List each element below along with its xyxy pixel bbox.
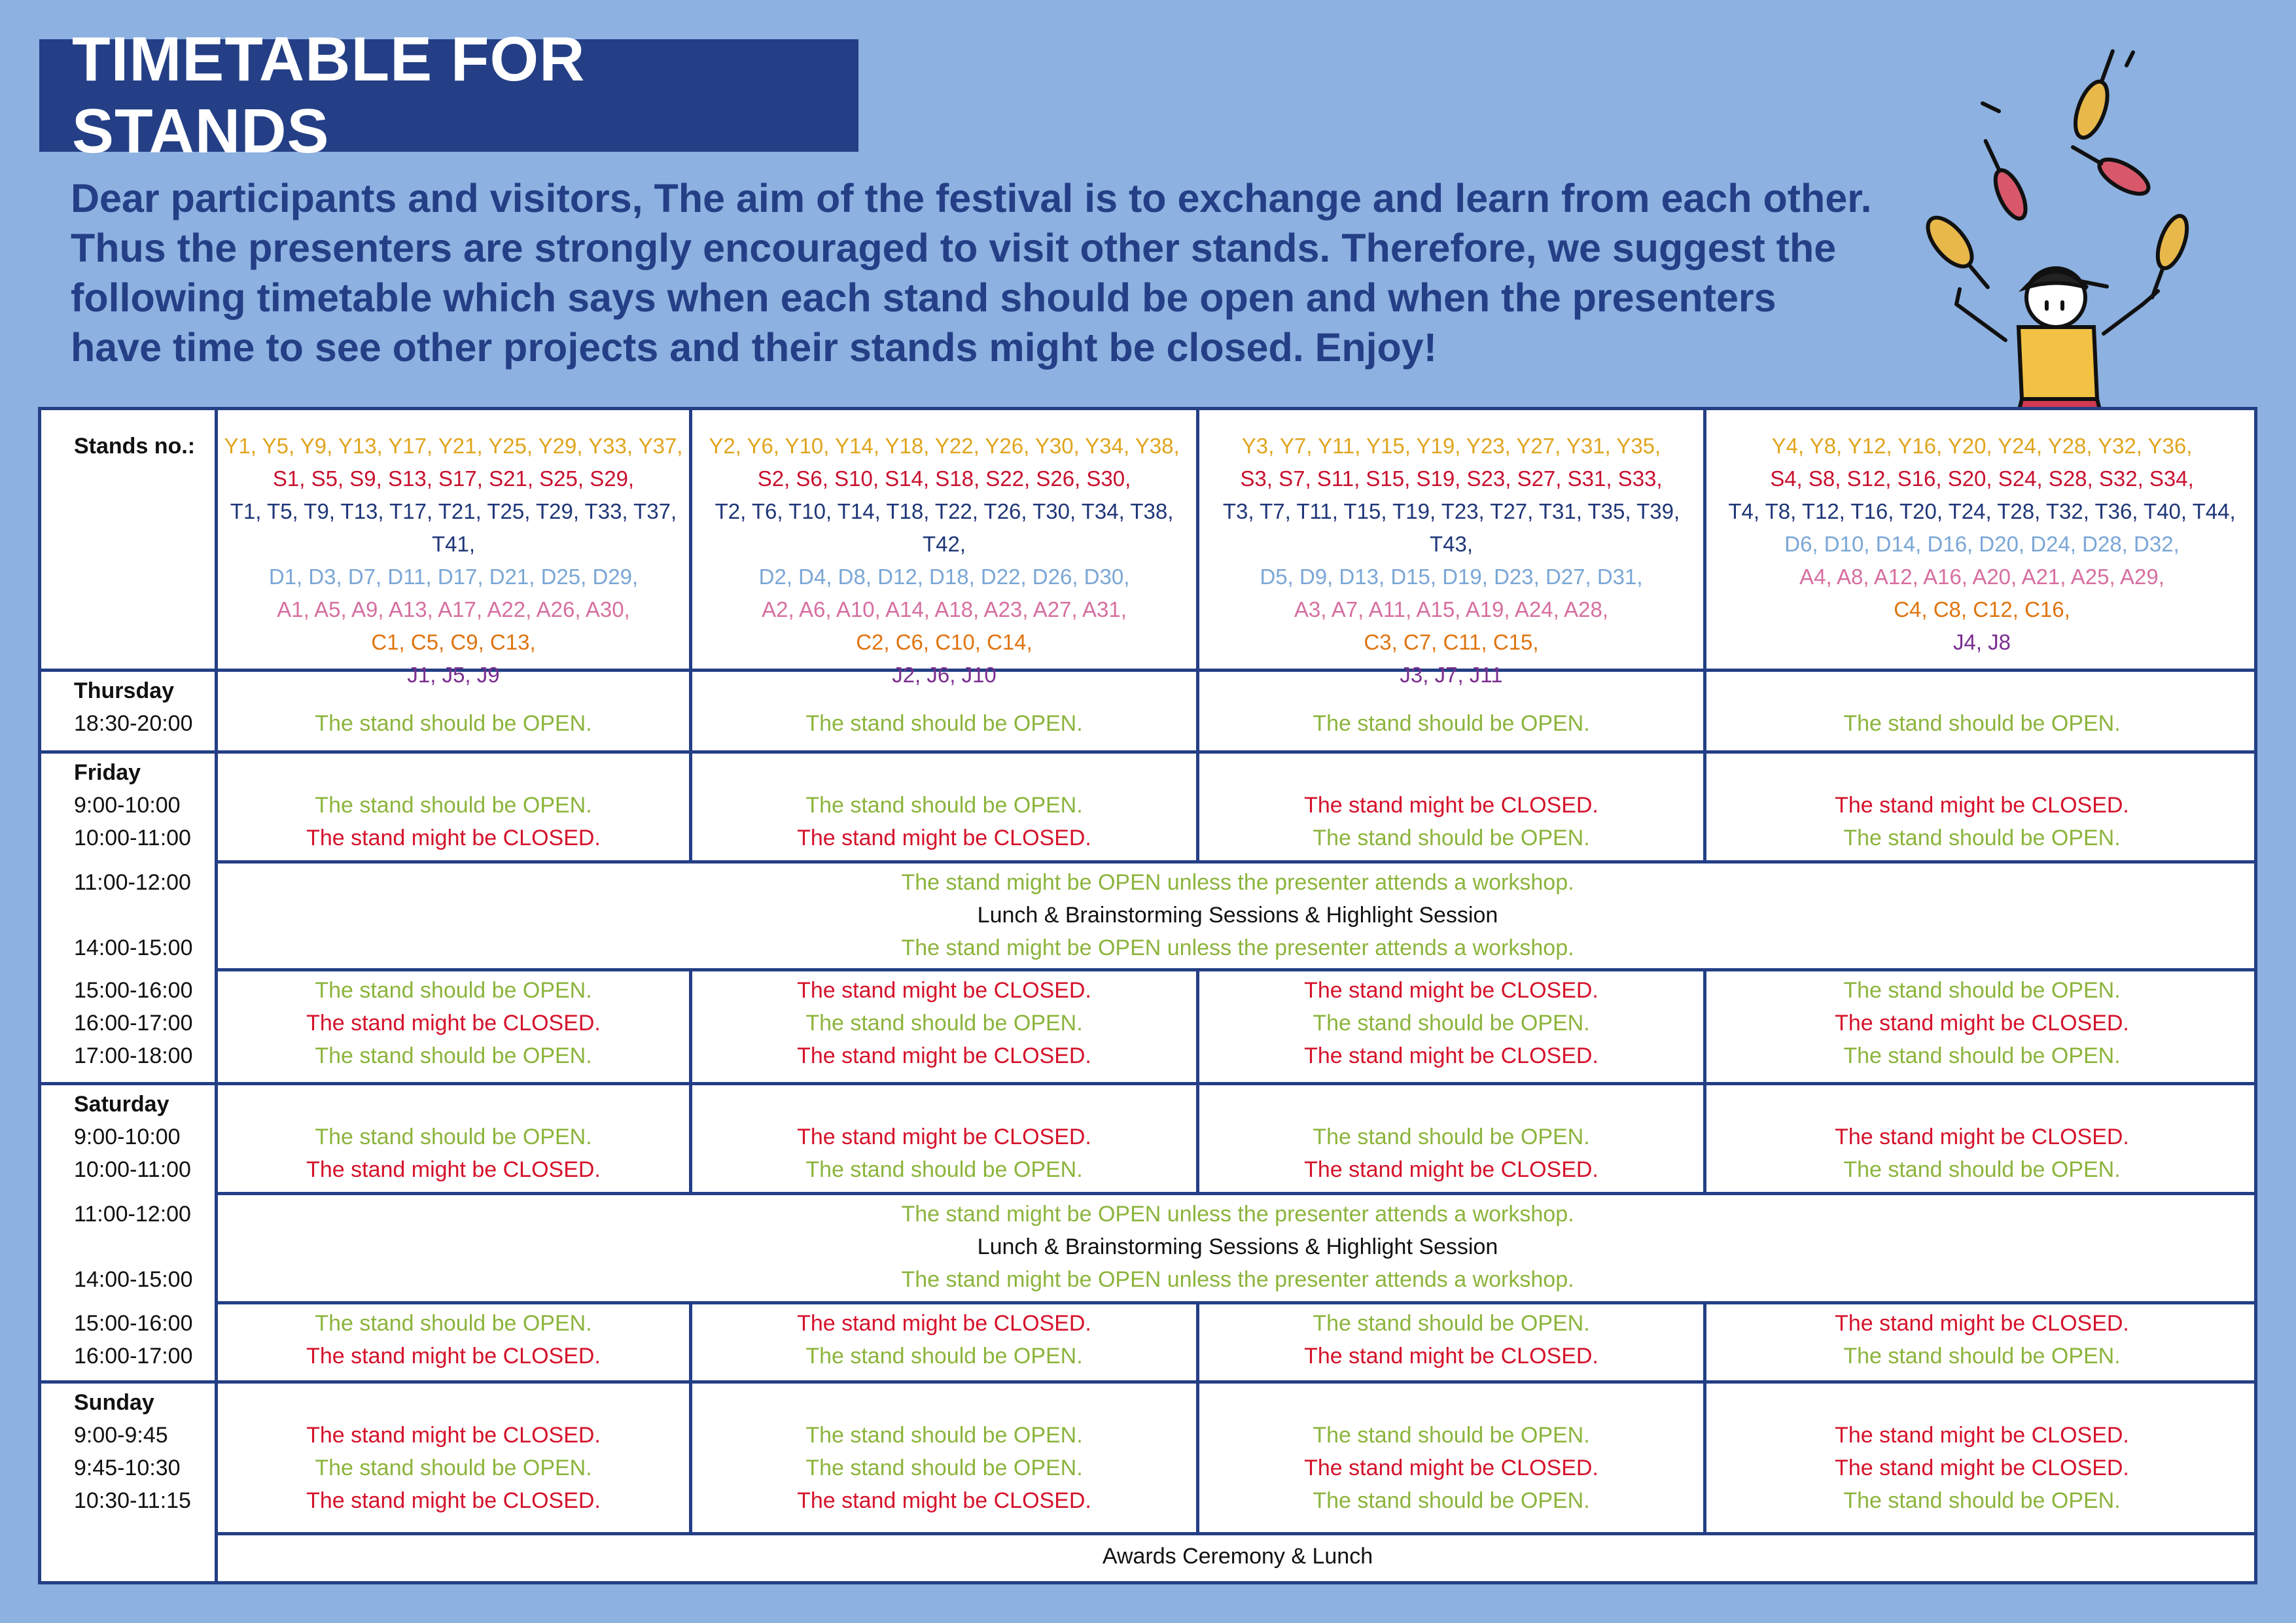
status-cell <box>218 974 689 1072</box>
status-closed: The stand might be CLOSED. <box>1835 1456 2129 1480</box>
status-open: The stand should be OPEN. <box>315 793 592 818</box>
stands-column-1: Y1, Y5, Y9, Y13, Y17, Y21, Y25, Y29, Y33, Y37, S1, S5, S9, S13, S17, S21, S25, S29, T1, T5, T9, T13, T17, T21, T25, T29, T33, T37, T41, D1, D3, D7, D11, D17, D21, D25, D29, A1, A5, A9, A13, A17, A22, A26, A30, C1, C5, C9, C13, J1, J5, J9 <box>224 434 683 687</box>
stands-label: Stands no.: <box>74 434 196 459</box>
status-closed: The stand might be CLOSED. <box>306 826 601 850</box>
status-closed: The stand might be CLOSED. <box>797 1043 1091 1068</box>
status-cell <box>218 1307 689 1372</box>
status-closed: The stand might be CLOSED. <box>797 978 1091 1003</box>
workshop-note: The stand might be OPEN unless the presenter attends a workshop. <box>901 935 1574 960</box>
status-cell <box>1199 1121 1703 1186</box>
intro-line-1: Dear participants and visitors, The aim of the festival is to exchange and learn from each other. <box>71 176 1872 220</box>
stands-column-2: Y2, Y6, Y10, Y14, Y18, Y22, Y26, Y30, Y34, Y38, S2, S6, S10, S14, S18, S22, S26, S30, T2, T6, T10, T14, T18, T22, T26, T30, T34, T38, T42, D2, D4, D8, D12, D18, D22, D26, D30, A2, A6, A10, A14, A18, A23, A27, A31, C2, C6, C10, C14, J2, J6, J10 <box>709 434 1180 687</box>
status-open: The stand should be OPEN. <box>315 1125 592 1149</box>
stands-column-3: Y3, Y7, Y11, Y15, Y19, Y23, Y27, Y31, Y35, S3, S7, S11, S15, S19, S23, S27, S31, S33, T3, T7, T11, T15, T19, T23, T27, T31, T35, T39, T43, D5, D9, D13, D15, D19, D23, D27, D31, A3, A7, A11, A15, A19, A24, A28, C3, C7, C11, C15, J3, J7, J11 <box>1222 434 1680 687</box>
status-closed: The stand might be CLOSED. <box>1304 1344 1598 1369</box>
status-open: The stand should be OPEN. <box>315 1456 592 1480</box>
status-closed: The stand might be CLOSED. <box>1835 1423 2129 1448</box>
status-open: The stand should be OPEN. <box>1843 826 2121 850</box>
workshop-note: The stand might be OPEN unless the presenter attends a workshop. <box>901 1202 1574 1227</box>
status-closed: The stand might be CLOSED. <box>797 1125 1091 1149</box>
intro-line-3: following timetable which says when each stand should be open and when the presenters <box>71 275 1776 320</box>
status-cell <box>692 707 1196 740</box>
status-closed: The stand might be CLOSED. <box>306 1157 601 1182</box>
status-cell <box>692 1419 1196 1517</box>
status-closed: The stand might be CLOSED. <box>1835 793 2129 818</box>
row-divider <box>215 860 2257 864</box>
status-open: The stand should be OPEN. <box>805 793 1083 818</box>
status-cell <box>218 707 689 740</box>
status-open: The stand should be OPEN. <box>315 978 592 1003</box>
status-open: The stand should be OPEN. <box>315 1311 592 1336</box>
status-open: The stand should be OPEN. <box>1313 1311 1590 1336</box>
status-cell <box>1199 1307 1703 1372</box>
status-closed: The stand might be CLOSED. <box>306 1344 601 1369</box>
workshop-note: The stand might be OPEN unless the presenter attends a workshop. <box>901 870 1574 895</box>
status-cell <box>218 1121 689 1186</box>
status-closed: The stand might be CLOSED. <box>306 1011 601 1036</box>
row-divider <box>215 968 2257 971</box>
status-closed: The stand might be CLOSED. <box>1304 978 1598 1003</box>
status-open: The stand should be OPEN. <box>315 711 592 736</box>
status-cell <box>1706 707 2257 740</box>
friday-afternoon-times: 15:00-16:00 16:00-17:00 17:00-18:00 <box>74 978 193 1068</box>
status-open: The stand should be OPEN. <box>1843 1157 2121 1182</box>
awards-row: Awards Ceremony & Lunch <box>1102 1544 1373 1569</box>
friday-break-times: 11:00-12:00 14:00-15:00 <box>74 870 193 960</box>
status-cell <box>1199 789 1703 854</box>
saturday-break-times: 11:00-12:00 14:00-15:00 <box>74 1202 193 1292</box>
status-cell <box>692 1307 1196 1372</box>
juggler-illustration <box>1884 46 2225 412</box>
status-cell <box>1706 1419 2257 1517</box>
status-cell <box>1706 789 2257 854</box>
status-cell <box>1199 1419 1703 1517</box>
status-cell <box>692 789 1196 854</box>
intro-line-4: have time to see other projects and their stands might be closed. Enjoy! <box>71 325 1438 370</box>
status-open: The stand should be OPEN. <box>805 711 1083 736</box>
status-cell <box>1706 1307 2257 1372</box>
status-closed: The stand might be CLOSED. <box>1304 793 1598 818</box>
status-closed: The stand might be CLOSED. <box>1304 1043 1598 1068</box>
status-open: The stand should be OPEN. <box>1313 1125 1590 1149</box>
thursday-label: Thursday 18:30-20:00 <box>74 678 193 736</box>
status-cell <box>218 1419 689 1517</box>
status-cell <box>1706 974 2257 1072</box>
status-cell <box>1199 974 1703 1072</box>
status-open: The stand should be OPEN. <box>805 1011 1083 1036</box>
status-cell <box>692 974 1196 1072</box>
status-open: The stand should be OPEN. <box>805 1423 1083 1448</box>
friday-label: Friday 9:00-10:00 10:00-11:00 <box>74 760 191 850</box>
saturday-afternoon-times: 15:00-16:00 16:00-17:00 <box>74 1311 193 1369</box>
status-closed: The stand might be CLOSED. <box>1304 1157 1598 1182</box>
status-open: The stand should be OPEN. <box>1843 1344 2121 1369</box>
status-cell <box>692 1121 1196 1186</box>
status-open: The stand should be OPEN. <box>1313 826 1590 850</box>
row-divider <box>41 750 2257 754</box>
lunch-note: Lunch & Brainstorming Sessions & Highlight Session <box>977 903 1498 928</box>
row-divider <box>215 1192 2257 1195</box>
status-cell <box>218 789 689 854</box>
row-divider <box>215 1532 2257 1535</box>
status-open: The stand should be OPEN. <box>1843 1043 2121 1068</box>
status-closed: The stand might be CLOSED. <box>797 826 1091 850</box>
status-open: The stand should be OPEN. <box>1843 711 2121 736</box>
status-cell <box>1706 1121 2257 1186</box>
sunday-label: Sunday 9:00-9:45 9:45-10:30 10:30-11:15 <box>74 1390 191 1513</box>
page-title: TIMETABLE FOR STANDS <box>39 39 858 152</box>
friday-break-row <box>218 866 2257 964</box>
stands-column-4: Y4, Y8, Y12, Y16, Y20, Y24, Y28, Y32, Y36, S4, S8, S12, S16, S20, S24, S28, S32, S34, T4, T8, T12, T16, T20, T24, T28, T32, T36, T40, T44, D6, D10, D14, D16, D20, D24, D28, D32, A4, A8, A12, A16, A20, A21, A25, A29, C4, C8, C12, C16, J4, J8 <box>1728 434 2236 654</box>
intro-text <box>71 173 1877 372</box>
status-closed: The stand might be CLOSED. <box>797 1488 1091 1513</box>
status-open: The stand should be OPEN. <box>1843 1488 2121 1513</box>
status-open: The stand should be OPEN. <box>315 1043 592 1068</box>
status-closed: The stand might be CLOSED. <box>797 1311 1091 1336</box>
status-open: The stand should be OPEN. <box>1313 711 1590 736</box>
status-open: The stand should be OPEN. <box>805 1157 1083 1182</box>
status-closed: The stand might be CLOSED. <box>1835 1011 2129 1036</box>
status-open: The stand should be OPEN. <box>1313 1423 1590 1448</box>
status-closed: The stand might be CLOSED. <box>306 1488 601 1513</box>
status-closed: The stand might be CLOSED. <box>306 1423 601 1448</box>
intro-line-2: Thus the presenters are strongly encouraged to visit other stands. Therefore, we suggest the <box>71 226 1837 270</box>
status-closed: The stand might be CLOSED. <box>1835 1311 2129 1336</box>
row-divider <box>41 1380 2257 1384</box>
status-open: The stand should be OPEN. <box>805 1344 1083 1369</box>
workshop-note: The stand might be OPEN unless the presenter attends a workshop. <box>901 1267 1574 1292</box>
status-open: The stand should be OPEN. <box>1313 1488 1590 1513</box>
status-open: The stand should be OPEN. <box>1843 978 2121 1003</box>
status-closed: The stand might be CLOSED. <box>1835 1125 2129 1149</box>
status-closed: The stand might be CLOSED. <box>1304 1456 1598 1480</box>
status-open: The stand should be OPEN. <box>805 1456 1083 1480</box>
lunch-note: Lunch & Brainstorming Sessions & Highlight Session <box>977 1234 1498 1259</box>
row-divider <box>41 1082 2257 1085</box>
row-divider <box>215 1301 2257 1304</box>
status-cell <box>1199 707 1703 740</box>
saturday-label: Saturday 9:00-10:00 10:00-11:00 <box>74 1092 191 1182</box>
saturday-break-row <box>218 1198 2257 1296</box>
timetable <box>38 407 2257 1584</box>
status-open: The stand should be OPEN. <box>1313 1011 1590 1036</box>
